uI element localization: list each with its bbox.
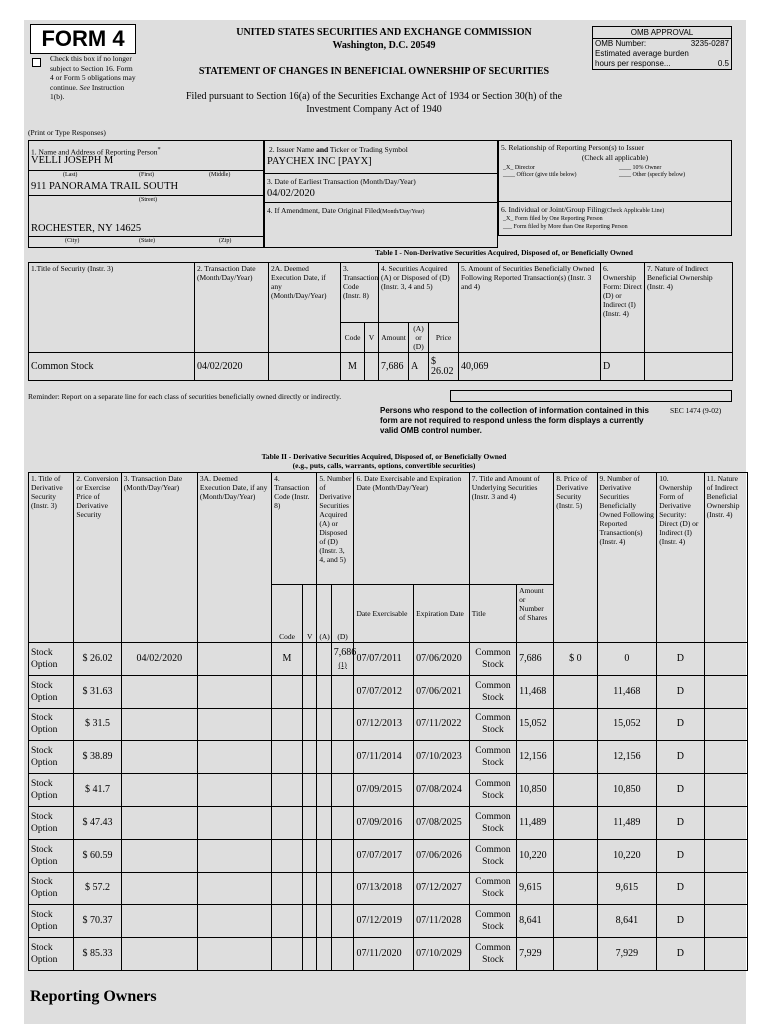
joint-filing-one[interactable]: _X_ Form filed by One Reporting Person [503, 216, 603, 222]
t1-h-title: 1.Title of Security (Instr. 3) [29, 263, 195, 353]
t2-h-form: 10. Ownership Form of Derivative Security: Direct (D) or Indirect (I) (Instr. 4) [657, 473, 704, 643]
reporting-owners-heading: Reporting Owners [30, 988, 157, 1005]
issuer-name[interactable]: PAYCHEX INC [PAYX] [267, 156, 372, 167]
owned-after-cell: 12,156 [597, 741, 657, 774]
derivative-title-cell: Stock Option [29, 708, 74, 741]
expiration-cell: 07/10/2029 [414, 938, 470, 971]
rel-director[interactable]: _X_ Director [503, 165, 535, 171]
t1-v-cell [365, 353, 379, 381]
table-row [29, 708, 748, 741]
disposed-cell [331, 839, 354, 872]
expiration-cell: 07/08/2025 [414, 806, 470, 839]
conversion-price-cell: $ 31.5 [74, 708, 121, 741]
expiration-cell: 07/06/2021 [414, 675, 470, 708]
rel-10pct-owner[interactable]: ____ 10% Owner [619, 165, 662, 171]
filed-pursuant [144, 90, 604, 116]
t1-h-code: 3. Transaction Code (Instr. 8) [341, 263, 379, 323]
disposed-cell [331, 806, 354, 839]
ownership-form-cell: D [657, 774, 704, 807]
t2-h-code-code: Code [272, 585, 303, 643]
deemed-date-cell [197, 938, 271, 971]
t2-h-date-exercisable: Date Exercisable [354, 585, 414, 643]
transaction-date-cell [121, 741, 197, 774]
acquired-cell [317, 905, 331, 938]
owned-after-cell: 0 [597, 643, 657, 676]
middle-label: (Middle) [209, 172, 231, 178]
issuer-label [269, 145, 408, 154]
reporting-person-label-text: 1. Name and Address of Reporting Person [31, 147, 158, 157]
nature-cell [704, 675, 747, 708]
underlying-amount-cell: 10,850 [517, 774, 554, 807]
code-cell [272, 806, 303, 839]
t1-deemed-cell [269, 353, 341, 381]
table-row [29, 872, 748, 905]
t2-h-code-v: V [302, 585, 316, 643]
table1-header-row [29, 263, 733, 323]
owned-after-cell: 11,489 [597, 806, 657, 839]
t2-h-underlying: 7. Title and Amount of Underlying Securities (Instr. 3 and 4) [469, 473, 553, 585]
city-label: (City) [65, 238, 80, 244]
derivative-price-cell [554, 905, 597, 938]
underlying-amount-cell: 11,468 [517, 675, 554, 708]
ownership-form-cell: D [657, 675, 704, 708]
ownership-form-cell: D [657, 905, 704, 938]
acquired-cell [317, 643, 331, 676]
issuer-label-b: Ticker or Trading Symbol [329, 145, 408, 154]
reminder-box [450, 390, 732, 402]
t2-h-nature: 11. Nature of Indirect Beneficial Ownership (Instr. 4) [704, 473, 747, 643]
underlying-amount-cell: 9,615 [517, 872, 554, 905]
t1-price-cell [429, 353, 459, 381]
transaction-date-cell: 04/02/2020 [121, 643, 197, 676]
deemed-date-cell [197, 839, 271, 872]
t1-title-cell: Common Stock [29, 353, 195, 381]
owned-after-cell: 15,052 [597, 708, 657, 741]
t1-h-amount: Amount [379, 323, 409, 353]
underlying-amount-cell: 7,686 [517, 643, 554, 676]
omb-title: OMB APPROVAL [593, 27, 731, 39]
table-row [29, 839, 748, 872]
amendment-label-small: (Month/Day/Year) [380, 209, 425, 215]
transaction-date-cell [121, 806, 197, 839]
disposed-cell [331, 741, 354, 774]
table2-title-line2: (e.g., puts, calls, warrants, options, convertible securities) [292, 461, 476, 470]
table2-title-line1: Table II - Derivative Securities Acquired, Disposed of, or Beneficially Owned [261, 452, 507, 461]
section16-checkbox-label [50, 54, 138, 102]
derivative-title-cell: Stock Option [29, 643, 74, 676]
t1-h-code-v: V [365, 323, 379, 353]
t2-h-exercisable: 6. Date Exercisable and Expiration Date (Month/Day/Year) [354, 473, 469, 585]
underlying-title-cell: Common Stock [469, 774, 516, 807]
transaction-date-cell [121, 708, 197, 741]
derivative-title-cell: Stock Option [29, 839, 74, 872]
section16-checkbox[interactable] [32, 58, 41, 67]
joint-filing-more[interactable]: ___ Form filed by More than One Reporting Person [503, 224, 628, 230]
table-row [29, 905, 748, 938]
issuer-box [264, 140, 498, 174]
acquired-cell [317, 872, 331, 905]
code-cell [272, 675, 303, 708]
city-state-zip[interactable]: ROCHESTER, NY 14625 [31, 223, 142, 234]
derivative-title-cell: Stock Option [29, 905, 74, 938]
table-row [29, 675, 748, 708]
t2-h-owned: 9. Number of Derivative Securities Beneficially Owned Following Reported Transaction(s) (Instr. 4) [597, 473, 657, 643]
nature-cell [704, 905, 747, 938]
joint-filing-label [501, 205, 664, 215]
conversion-price-cell: $ 41.7 [74, 774, 121, 807]
street-label: (Street) [139, 197, 157, 203]
joint-filing-label-text: 6. Individual or Joint/Group Filing [501, 205, 605, 214]
t1-h-nature: 7. Nature of Indirect Beneficial Ownership (Instr. 4) [645, 263, 733, 353]
nature-cell [704, 643, 747, 676]
conversion-price-cell: $ 85.33 [74, 938, 121, 971]
form4-page [24, 20, 746, 1024]
t1-h-price: Price [429, 323, 459, 353]
derivative-price-cell [554, 675, 597, 708]
underlying-amount-cell: 10,220 [517, 839, 554, 872]
disposed-cell [331, 675, 354, 708]
deemed-date-cell [197, 741, 271, 774]
underlying-title-cell: Common Stock [469, 708, 516, 741]
v-cell [302, 839, 316, 872]
street-address[interactable]: 911 PANORAMA TRAIL SOUTH [31, 181, 179, 192]
acquired-cell [317, 774, 331, 807]
t2-h-d: (D) [331, 585, 354, 643]
t1-owned-cell: 40,069 [459, 353, 601, 381]
earliest-date-label: 3. Date of Earliest Transaction (Month/Day/Year) [267, 177, 416, 186]
exercisable-cell: 07/09/2016 [354, 806, 414, 839]
t2-h-number: 5. Number of Derivative Securities Acquired (A) or Disposed of (D) (Instr. 3, 4, and 5) [317, 473, 354, 585]
t2-h-conversion: 2. Conversion or Exercise Price of Derivative Security [74, 473, 121, 643]
form-title: FORM 4 [30, 24, 136, 54]
t2-h-deemed: 3A. Deemed Execution Date, if any (Month/Day/Year) [197, 473, 271, 643]
t1-date-cell: 04/02/2020 [195, 353, 269, 381]
acquired-cell [317, 938, 331, 971]
t2-h-ul-title: Title [469, 585, 516, 643]
omb-burden-row [593, 49, 731, 59]
owned-after-cell: 8,641 [597, 905, 657, 938]
table1-title: Table I - Non-Derivative Securities Acquired, Disposed of, or Beneficially Owned [375, 248, 633, 257]
t1-h-date: 2. Transaction Date (Month/Day/Year) [195, 263, 269, 353]
omb-hours-row [593, 59, 731, 69]
underlying-title-cell: Common Stock [469, 872, 516, 905]
exercisable-cell: 07/12/2019 [354, 905, 414, 938]
exercisable-cell: 07/09/2015 [354, 774, 414, 807]
derivative-price-cell [554, 806, 597, 839]
owned-after-cell: 10,850 [597, 774, 657, 807]
expiration-cell: 07/12/2027 [414, 872, 470, 905]
conversion-price-cell: $ 26.02 [74, 643, 121, 676]
issuer-label-and: and [316, 145, 329, 154]
t1-nature-cell [645, 353, 733, 381]
table-row [29, 938, 748, 971]
transaction-date-cell [121, 839, 197, 872]
amendment-label [267, 206, 425, 216]
nature-cell [704, 872, 747, 905]
omb-number-value: 3235-0287 [690, 39, 729, 48]
deemed-date-cell [197, 872, 271, 905]
v-cell [302, 905, 316, 938]
code-cell [272, 938, 303, 971]
disposed-cell [331, 774, 354, 807]
code-cell [272, 741, 303, 774]
t2-h-expiration: Expiration Date [414, 585, 470, 643]
underlying-amount-cell: 15,052 [517, 708, 554, 741]
transaction-date-cell [121, 774, 197, 807]
derivative-title-cell: Stock Option [29, 741, 74, 774]
t2-h-ul-amount: Amount or Number of Shares [517, 585, 554, 643]
v-cell [302, 708, 316, 741]
underlying-amount-cell: 11,489 [517, 806, 554, 839]
omb-burden-label: Estimated average burden [595, 49, 689, 58]
derivative-price-cell: $ 0 [554, 643, 597, 676]
conversion-price-cell: $ 38.89 [74, 741, 121, 774]
t2-h-date: 3. Transaction Date (Month/Day/Year) [121, 473, 197, 643]
underlying-title-cell: Common Stock [469, 643, 516, 676]
exercisable-cell: 07/11/2020 [354, 938, 414, 971]
deemed-date-cell [197, 905, 271, 938]
sec-code: SEC 1474 (9-02) [670, 406, 722, 415]
omb-hours-value: 0.5 [717, 59, 729, 68]
code-cell [272, 708, 303, 741]
joint-filing-box [498, 201, 732, 236]
relationship-sub: (Check all applicable) [581, 153, 649, 162]
ownership-form-cell: D [657, 806, 704, 839]
conversion-price-cell: $ 57.2 [74, 872, 121, 905]
derivative-title-cell: Stock Option [29, 675, 74, 708]
table-row [29, 353, 733, 381]
derivative-price-cell [554, 839, 597, 872]
check-text-see: See [79, 82, 90, 92]
disposed-cell [331, 905, 354, 938]
v-cell [302, 741, 316, 774]
check-text-instruction: Instruction 1(b). [50, 82, 125, 102]
agency-heading [174, 26, 594, 52]
ownership-form-cell: D [657, 643, 704, 676]
footnote-link[interactable]: (1) [338, 660, 347, 669]
earliest-date-box [264, 173, 498, 203]
t1-form-cell: D [601, 353, 645, 381]
nature-cell [704, 839, 747, 872]
expiration-cell: 07/08/2024 [414, 774, 470, 807]
underlying-title-cell: Common Stock [469, 938, 516, 971]
transaction-date-cell [121, 905, 197, 938]
t2-h-code: 4. Transaction Code (Instr. 8) [272, 473, 317, 585]
rel-officer[interactable]: ____ Officer (give title below) [503, 172, 577, 178]
omb-hours-label: hours per response... [595, 59, 671, 68]
t1-h-owned: 5. Amount of Securities Beneficially Owned Following Reported Transaction(s) (Instr. 3 and 4) [459, 263, 601, 353]
owned-after-cell: 9,615 [597, 872, 657, 905]
nature-cell [704, 741, 747, 774]
derivative-title-cell: Stock Option [29, 872, 74, 905]
t1-h-securities: 4. Securities Acquired (A) or Disposed of (D) (Instr. 3, 4 and 5) [379, 263, 459, 323]
nature-cell [704, 806, 747, 839]
reporting-person-box [28, 140, 264, 248]
underlying-amount-cell: 8,641 [517, 905, 554, 938]
underlying-title-cell: Common Stock [469, 839, 516, 872]
code-cell [272, 872, 303, 905]
v-cell [302, 806, 316, 839]
disposed-cell [331, 643, 357, 676]
filed-line-2: Investment Company Act of 1940 [306, 104, 442, 115]
t1-amount-cell: 7,686 [379, 353, 409, 381]
deemed-date-cell [197, 774, 271, 807]
t1-code-cell: M [341, 353, 365, 381]
v-cell [302, 938, 316, 971]
deemed-date-cell [197, 675, 271, 708]
acquired-cell [317, 806, 331, 839]
v-cell [302, 643, 316, 676]
t1-price-symbol: $ [431, 355, 437, 367]
amendment-label-text: 4. If Amendment, Date Original Filed [267, 206, 381, 215]
transaction-date-cell [121, 675, 197, 708]
reporting-person-name[interactable]: VELLI JOSEPH M [31, 155, 114, 166]
earliest-date-value[interactable]: 04/02/2020 [267, 188, 315, 199]
reporting-person-asterisk: * [157, 146, 161, 153]
table1 [28, 262, 733, 381]
table2-header-row [29, 473, 748, 585]
reminder-text: Reminder: Report on a separate line for each class of securities beneficially owned directly or indirectly. [28, 392, 342, 401]
rel-other[interactable]: ____ Other (specify below) [619, 172, 686, 178]
t1-h-aord: (A) or (D) [409, 323, 429, 353]
persons-notice: Persons who respond to the collection of information contained in this form are not required to respond unless the form displays a currently valid OMB control number. [380, 406, 649, 435]
acquired-cell [317, 839, 331, 872]
omb-approval-box [592, 26, 732, 70]
derivative-price-cell [554, 708, 597, 741]
conversion-price-cell: $ 70.37 [74, 905, 121, 938]
disposed-value: 7,686 [333, 646, 357, 658]
omb-number-row [593, 39, 731, 49]
expiration-cell: 07/06/2020 [414, 643, 470, 676]
derivative-title-cell: Stock Option [29, 938, 74, 971]
disposed-cell [331, 938, 354, 971]
acquired-cell [317, 675, 331, 708]
exercisable-cell: 07/11/2014 [354, 741, 414, 774]
deemed-date-cell [197, 643, 271, 676]
relationship-label: 5. Relationship of Reporting Person(s) to Issuer [501, 143, 645, 152]
derivative-price-cell [554, 774, 597, 807]
underlying-title-cell: Common Stock [469, 741, 516, 774]
transaction-date-cell [121, 938, 197, 971]
t1-aord-cell: A [409, 353, 429, 381]
deemed-date-cell [197, 708, 271, 741]
joint-filing-label-small: (Check Applicable Line) [604, 208, 665, 214]
conversion-price-cell: $ 31.63 [74, 675, 121, 708]
omb-number-label: OMB Number: [595, 39, 647, 48]
table2-body [29, 643, 748, 971]
t1-h-form: 6. Ownership Form: Direct (D) or Indirect (I) (Instr. 4) [601, 263, 645, 353]
exercisable-cell: 07/12/2013 [354, 708, 414, 741]
exercisable-cell: 07/07/2012 [354, 675, 414, 708]
transaction-date-cell [121, 872, 197, 905]
check-text-main: Check this box if no longer subject to Section 16. Form 4 or Form 5 obligations may continue. [50, 54, 136, 92]
expiration-cell: 07/10/2023 [414, 741, 470, 774]
conversion-price-cell: $ 60.59 [74, 839, 121, 872]
t1-h-deemed: 2A. Deemed Execution Date, if any (Month/Day/Year) [269, 263, 341, 353]
nature-cell [704, 774, 747, 807]
owned-after-cell: 11,468 [597, 675, 657, 708]
t2-h-a: (A) [317, 585, 331, 643]
amendment-box [264, 202, 498, 248]
deemed-date-cell [197, 806, 271, 839]
nature-cell [704, 708, 747, 741]
table2-title [164, 452, 604, 470]
t2-h-price: 8. Price of Derivative Security (Instr. 5) [554, 473, 597, 643]
acquired-cell [317, 741, 331, 774]
relationship-box [498, 140, 732, 202]
agency-address: Washington, D.C. 20549 [332, 40, 436, 51]
table-row [29, 741, 748, 774]
v-cell [302, 774, 316, 807]
code-cell [272, 905, 303, 938]
v-cell [302, 675, 316, 708]
statement-title: STATEMENT OF CHANGES IN BENEFICIAL OWNERSHIP OF SECURITIES [198, 66, 550, 77]
code-cell [272, 774, 303, 807]
ownership-form-cell: D [657, 839, 704, 872]
first-label: (First) [139, 172, 154, 178]
table-row [29, 806, 748, 839]
nature-cell [704, 938, 747, 971]
underlying-amount-cell: 12,156 [517, 741, 554, 774]
state-label: (State) [139, 238, 155, 244]
exercisable-cell: 07/07/2011 [354, 643, 414, 676]
ownership-form-cell: D [657, 741, 704, 774]
filed-line-1: Filed pursuant to Section 16(a) of the Securities Exchange Act of 1934 or Section 30(h) of the [185, 91, 563, 102]
derivative-title-cell: Stock Option [29, 806, 74, 839]
disposed-cell [331, 708, 354, 741]
t2-h-title: 1. Title of Derivative Security (Instr. 3) [29, 473, 74, 643]
ownership-form-cell: D [657, 708, 704, 741]
ownership-form-cell: D [657, 872, 704, 905]
derivative-price-cell [554, 741, 597, 774]
exercisable-cell: 07/13/2018 [354, 872, 414, 905]
conversion-price-cell: $ 47.43 [74, 806, 121, 839]
underlying-title-cell: Common Stock [469, 905, 516, 938]
code-cell: M [272, 643, 303, 676]
underlying-amount-cell: 7,929 [517, 938, 554, 971]
disposed-cell [331, 872, 354, 905]
last-label: (Last) [63, 172, 78, 178]
expiration-cell: 07/11/2022 [414, 708, 470, 741]
acquired-cell [317, 708, 331, 741]
t1-h-code-code: Code [341, 323, 365, 353]
issuer-label-a: 2. Issuer Name [269, 145, 315, 154]
table-row [29, 643, 748, 676]
print-type-note: (Print or Type Responses) [28, 128, 106, 137]
exercisable-cell: 07/07/2017 [354, 839, 414, 872]
derivative-title-cell: Stock Option [29, 774, 74, 807]
zip-label: (Zip) [219, 238, 232, 244]
owned-after-cell: 10,220 [597, 839, 657, 872]
v-cell [302, 872, 316, 905]
expiration-cell: 07/06/2026 [414, 839, 470, 872]
agency-name: UNITED STATES SECURITIES AND EXCHANGE COMMISSION [236, 27, 532, 38]
underlying-title-cell: Common Stock [469, 675, 516, 708]
t1-price-value: 26.02 [431, 365, 454, 377]
underlying-title-cell: Common Stock [469, 806, 516, 839]
derivative-price-cell [554, 938, 597, 971]
table2 [28, 472, 748, 971]
derivative-price-cell [554, 872, 597, 905]
table-row [29, 774, 748, 807]
code-cell [272, 839, 303, 872]
expiration-cell: 07/11/2028 [414, 905, 470, 938]
owned-after-cell: 7,929 [597, 938, 657, 971]
ownership-form-cell: D [657, 938, 704, 971]
